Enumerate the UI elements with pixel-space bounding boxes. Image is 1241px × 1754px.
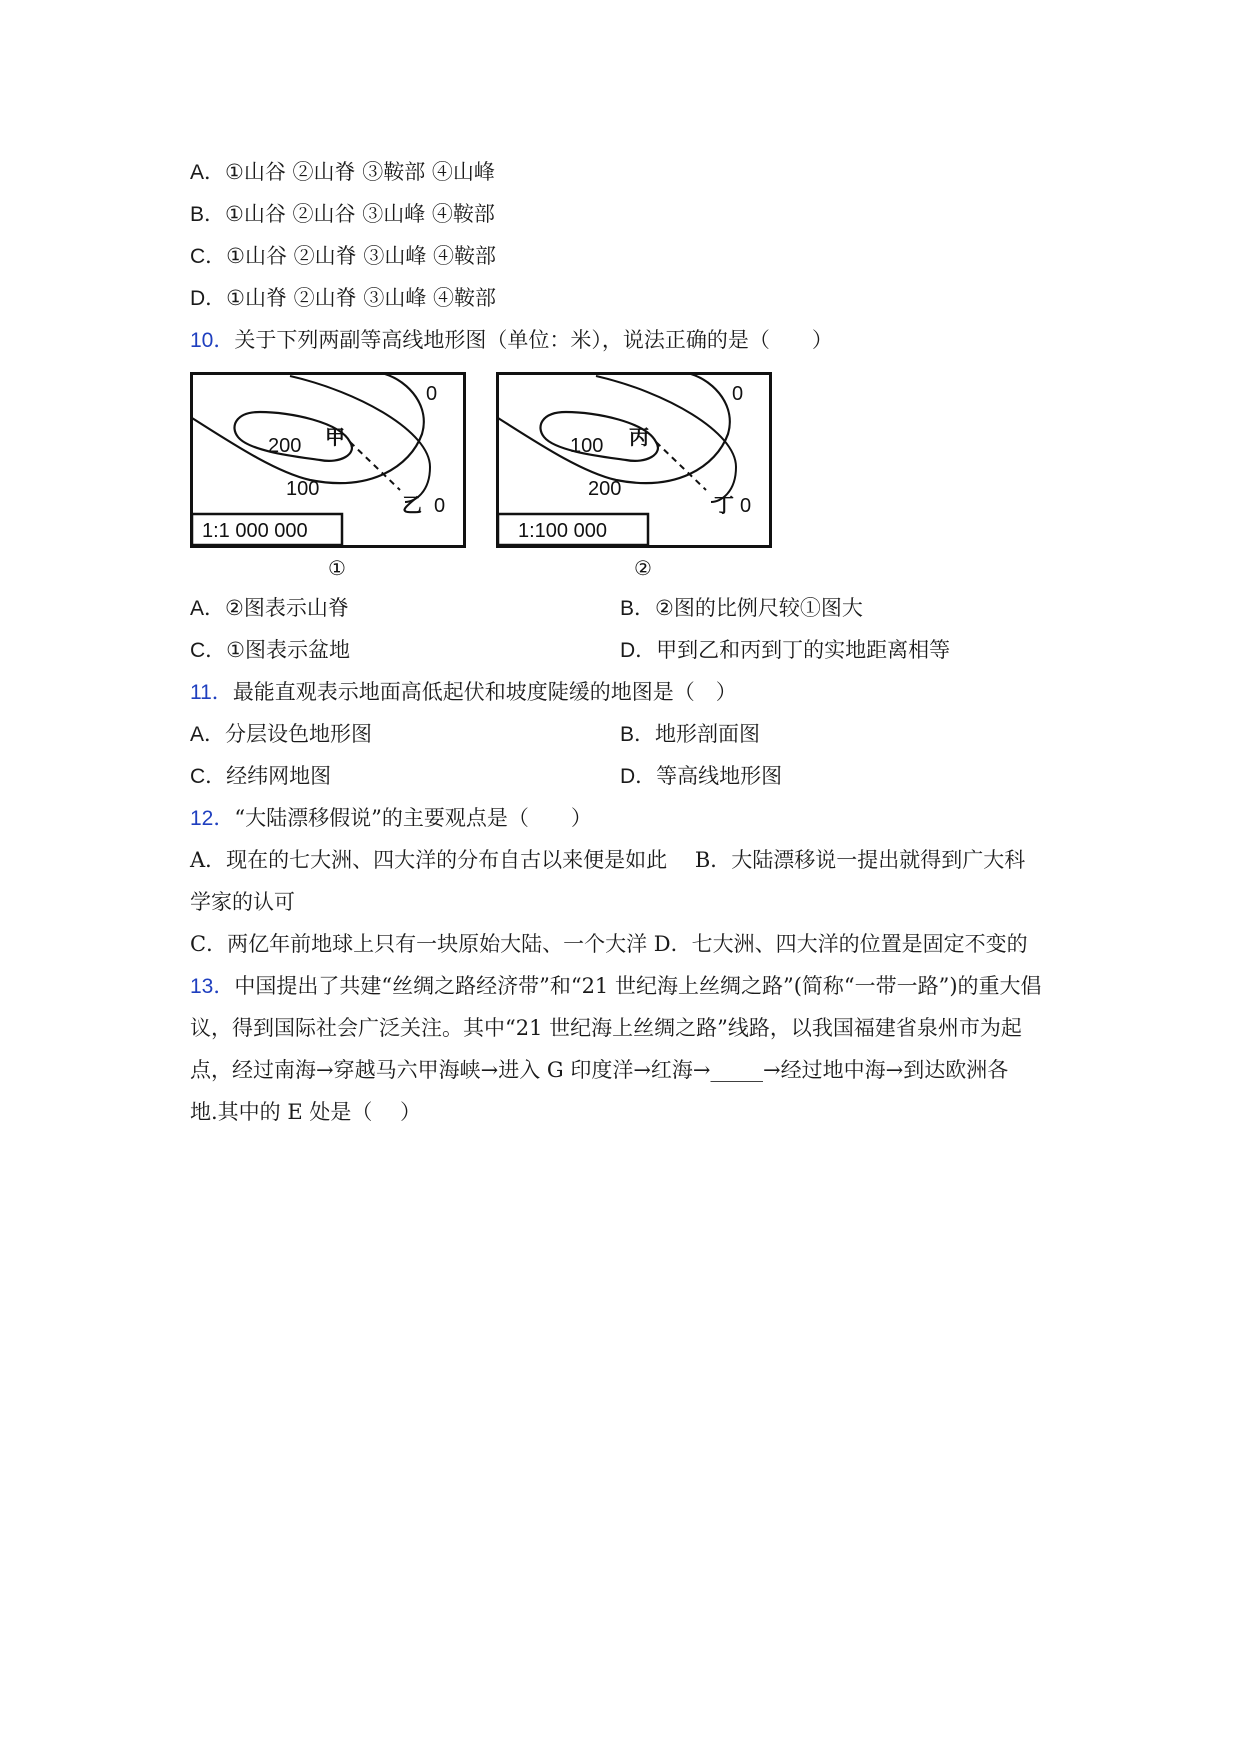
option-text: ①山谷 ②山谷 ③山峰 ④鞍部	[225, 202, 495, 226]
q12-options-line-3[interactable]: C．两亿年前地球上只有一块原始大陆、一个大洋 D．七大洲、四大洋的位置是固定不变的	[190, 932, 1028, 956]
question-number: 12．	[190, 807, 235, 830]
option-label: B．	[620, 597, 656, 620]
question-text: “大陆漂移假说”的主要观点是（ ）	[234, 806, 592, 830]
contour-label-edge-bottom: 0	[740, 495, 752, 517]
option-label: D．	[190, 287, 227, 310]
point-yi: 乙	[402, 495, 422, 517]
option-label: B．	[620, 723, 656, 746]
contour-label-edge-top: 0	[732, 383, 744, 405]
option-label: C．	[190, 639, 227, 662]
q10-option-c[interactable]	[190, 635, 350, 666]
q12-options-line-1[interactable]: A．现在的七大洲、四大洋的分布自古以来便是如此 B．大陆漂移说一提出就得到广大科	[190, 848, 1026, 872]
option-label: D．	[620, 639, 657, 662]
point-jia: 甲	[325, 427, 345, 449]
map-caption: ①	[328, 556, 346, 580]
option-text: 地形剖面图	[655, 722, 761, 746]
question-text: 关于下列两副等高线地形图（单位：米），说法正确的是（ ）	[234, 328, 833, 352]
question-text: 中国提出了共建“丝绸之路经济带”和“21 世纪海上丝绸之路”(简称“一带一路”)的重大倡	[234, 974, 1042, 998]
option-label: B．	[190, 203, 226, 226]
q11-option-a[interactable]	[190, 719, 372, 750]
contour-label-outer: 200	[588, 478, 622, 500]
option-text: ①山谷 ②山脊 ③鞍部 ④山峰	[225, 160, 495, 184]
point-ding: 丁	[714, 495, 734, 517]
option-text: ②图表示山脊	[225, 596, 349, 620]
q11-option-d[interactable]	[620, 761, 782, 792]
contour-label-edge-top: 0	[426, 383, 438, 405]
point-bing: 丙	[629, 427, 649, 449]
option-text: 分层设色地形图	[225, 722, 373, 746]
option-text: ①山谷 ②山脊 ③山峰 ④鞍部	[226, 244, 497, 268]
question-number: 11．	[190, 681, 233, 704]
q11-stem	[190, 677, 737, 708]
contour-map-2	[496, 372, 772, 582]
map-caption: ②	[634, 556, 652, 580]
q13-stem-line-2: 议，得到国际社会广泛关注。其中“21 世纪海上丝绸之路”线路，以我国福建省泉州市为起	[190, 1016, 1022, 1040]
contour-map-1	[190, 372, 466, 582]
option-label: D．	[620, 765, 657, 788]
q10-option-a[interactable]	[190, 593, 349, 624]
option-text: ②图的比例尺较①图大	[655, 596, 863, 620]
q11-option-c[interactable]	[190, 761, 331, 792]
option-label: A．	[190, 723, 226, 746]
q9-option-a[interactable]	[190, 157, 495, 188]
option-label: A．	[190, 597, 226, 620]
q13-stem-line-3: 点，经过南海→穿越马六甲海峡→进入 G 印度洋→红海→_____→经过地中海→到达欧洲各	[190, 1058, 1009, 1082]
option-text: ①山脊 ②山脊 ③山峰 ④鞍部	[226, 286, 497, 310]
option-label: C．	[190, 245, 227, 268]
contour-label-inner: 200	[268, 435, 302, 457]
q10-stem	[190, 325, 833, 356]
scale-label: 1:100 000	[518, 520, 607, 542]
contour-label-inner: 100	[570, 435, 604, 457]
contour-label-edge-bottom: 0	[434, 495, 446, 517]
q12-stem	[190, 803, 592, 834]
scale-label: 1:1 000 000	[202, 520, 308, 542]
option-text: 等高线地形图	[656, 764, 783, 788]
option-text: 甲到乙和丙到丁的实地距离相等	[656, 638, 951, 662]
option-text: 经纬网地图	[226, 764, 332, 788]
option-label: A．	[190, 161, 226, 184]
question-number: 13．	[190, 975, 235, 998]
contour-label-outer: 100	[286, 478, 320, 500]
q9-option-c[interactable]	[190, 241, 496, 272]
q12-options-line-2: 学家的认可	[190, 890, 295, 914]
q11-option-b[interactable]	[620, 719, 760, 750]
option-text: ①图表示盆地	[226, 638, 350, 662]
question-text: 最能直观表示地面高低起伏和坡度陡缓的地图是（ ）	[232, 680, 737, 704]
q10-option-b[interactable]	[620, 593, 863, 624]
option-label: C．	[190, 765, 227, 788]
q9-option-d[interactable]	[190, 283, 496, 314]
q9-option-b[interactable]	[190, 199, 495, 230]
q13-stem-line-4: 地.其中的 E 处是（ ）	[190, 1100, 422, 1124]
q10-option-d[interactable]	[620, 635, 950, 666]
question-number: 10．	[190, 329, 235, 352]
q13-stem-line-1	[190, 971, 1042, 1002]
